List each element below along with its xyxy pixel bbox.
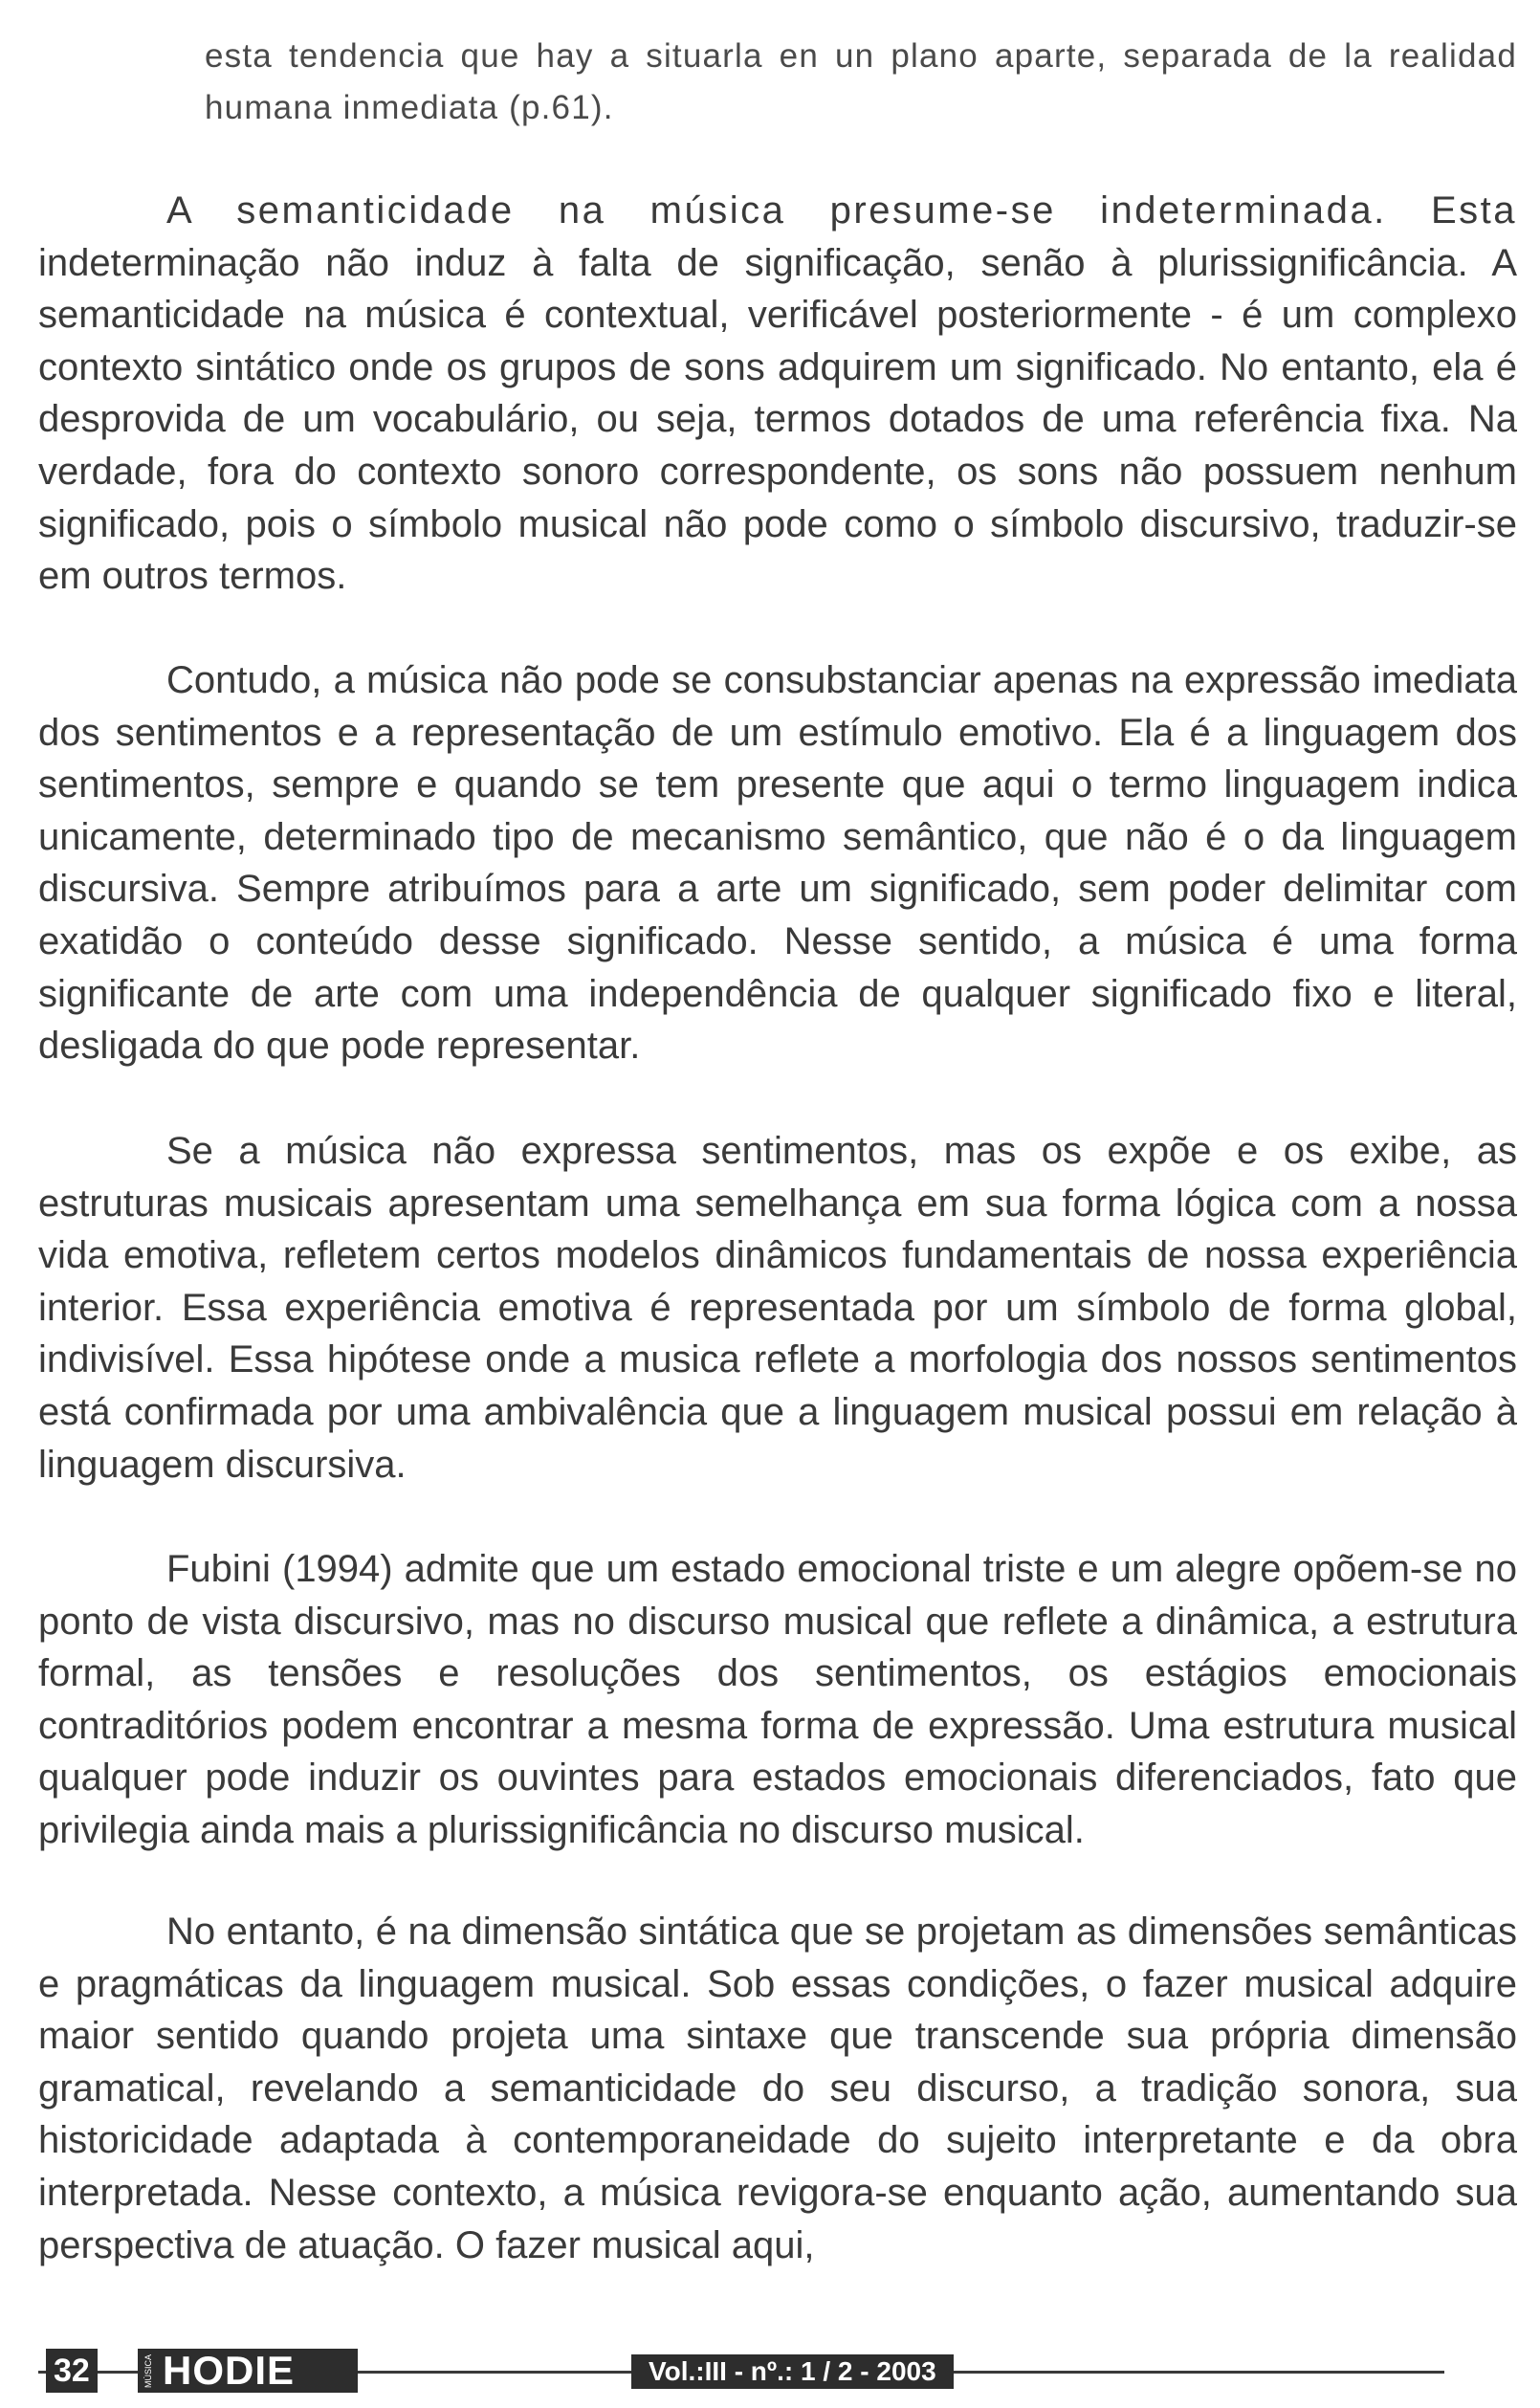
logo-small-text: MÚSICA [143, 2354, 153, 2389]
paragraph-5: No entanto, é na dimensão sintática que se projetam as dimensões semânticas e pragmáticas da linguagem musical. Sob essas condições, o fazer musical adquire maior sentido quando projeta uma sintaxe que transcende sua própria dimensão gramatical, revelando a semanticidade do seu discurso, a tradição sonora, sua historicidade adaptada à contemporaneidade do sujeito interpretante e da obra interpretada. Nesse contexto, a música revigora-se enquanto ação, aumentando sua perspectiva de atuação. O fazer musical aqui, [38, 1911, 1517, 2266]
paragraph-3: Se a música não expressa sentimentos, mas os expõe e os exibe, as estruturas musicais apresentam uma semelhança em sua forma lógica com a nossa vida emotiva, refletem certos modelos dinâmicos fundamentais de nossa experiência interior. Essa experiência emotiva é representada por um símbolo de forma global, indivisível. Essa hipótese onde a musica reflete a morfologia dos nossos sentimentos está confirmada por uma ambivalência que a linguagem musical possui em relação à linguagem discursiva. [38, 1130, 1517, 1486]
journal-logo [138, 2349, 358, 2393]
block-quote [205, 31, 1517, 134]
logo-main-text: HODIE [163, 2348, 296, 2393]
paragraph-1 [38, 185, 1517, 603]
page-number: 32 [46, 2349, 98, 2393]
paragraph-4: Fubini (1994) admite que um estado emocional triste e um alegre opõem-se no ponto de vista discursivo, mas no discurso musical que reflete a dinâmica, a estrutura formal, as tensões e resoluções dos sentimentos, os estágios emocionais contraditórios podem encontrar a mesma forma de expressão. Uma estrutura musical qualquer pode induzir os ouvintes para estados emocionais diferenciados, fato que privilegia ainda mais a plurissignificância no discurso musical. [38, 1548, 1517, 1851]
quote-text: esta tendencia que hay a situarla en un plano aparte, separada de la realidad humana inmediata (p.61). [205, 37, 1517, 126]
paragraph-1-first-line: A semanticidade na música presume-se indeterminada. Esta [166, 189, 1517, 232]
page-footer [38, 2349, 1511, 2395]
paragraph-1-text: indeterminação não induz à falta de significação, senão à plurissignificância. A semanticidade na música é contextual, verificável posteriormente - é um complexo contexto sintático onde os grupos de sons adquirem um significado. No entanto, ela é desprovida de um vocabulário, ou seja, termos dotados de uma referência fixa. Na verdade, fora do contexto sonoro correspondente, os sons não possuem nenhum significado, pois o símbolo musical não pode como o símbolo discursivo, traduzir-se em outros termos. [38, 241, 1517, 598]
paragraph-2: Contudo, a música não pode se consubstanciar apenas na expressão imediata dos sentimentos e a representação de um estímulo emotivo. Ela é a linguagem dos sentimentos, sempre e quando se tem presente que aqui o termo linguagem indica unicamente, determinado tipo de mecanismo semântico, que não é o da linguagem discursiva. Sempre atribuímos para a arte um significado, sem poder delimitar com exatidão o conteúdo desse significado. Nesse sentido, a música é uma forma significante de arte com uma independência de qualquer significado fixo e literal, desligada do que pode representar. [38, 659, 1517, 1068]
volume-label: Vol.:III - nº.: 1 / 2 - 2003 [631, 2354, 954, 2389]
